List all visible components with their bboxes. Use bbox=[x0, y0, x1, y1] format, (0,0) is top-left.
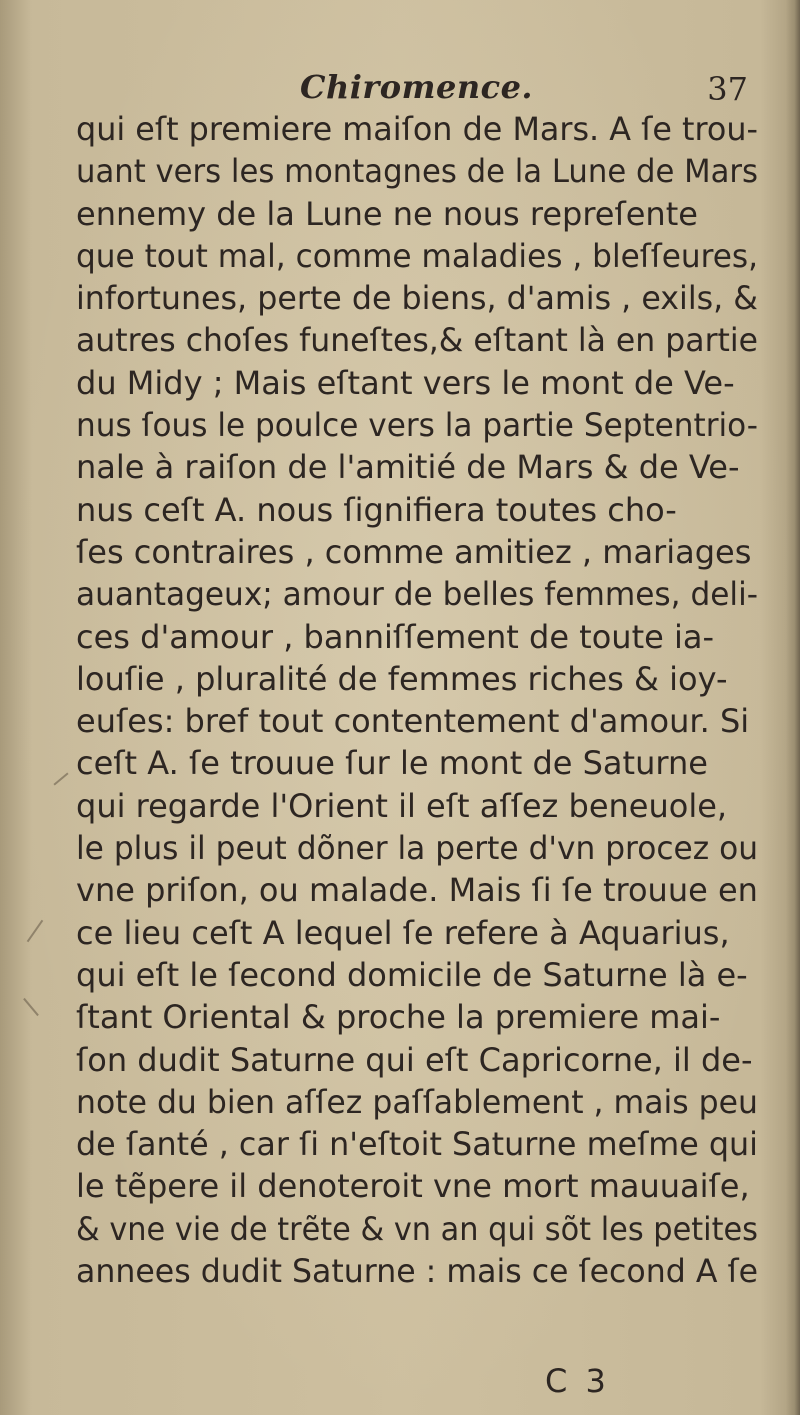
text-line: ſon dudit Saturne qui eſt Capricorne, il de- bbox=[76, 1040, 753, 1079]
page-number: 37 bbox=[707, 70, 748, 108]
text-line: nus ſous le poulce vers la partie Septentrio- bbox=[76, 406, 758, 445]
text-line: auantageux; amour de belles femmes, deli- bbox=[76, 575, 758, 614]
text-line: annees dudit Saturne : mais ce ſecond A ſe bbox=[76, 1252, 758, 1291]
margin-pencil-mark bbox=[53, 772, 68, 785]
text-line: le tẽpere il denoteroit vne mort mauuaiſe, bbox=[76, 1167, 750, 1206]
text-line: vne priſon, ou malade. Mais ſi ſe trouue en bbox=[76, 871, 758, 910]
text-line: qui eſt premiere maiſon de Mars. A ſe trou- bbox=[76, 110, 758, 148]
text-line: qui regarde l'Orient il eſt aſſez beneuole, bbox=[76, 786, 728, 825]
text-line: infortunes, perte de biens, d'amis , exils, & bbox=[76, 279, 758, 318]
margin-pencil-mark bbox=[27, 920, 44, 942]
text-line: note du bien aſſez paſſablement , mais peu bbox=[76, 1082, 758, 1121]
running-title: Chiromence. bbox=[300, 68, 534, 106]
text-line: louſie , pluralité de femmes riches & ioy- bbox=[76, 659, 728, 698]
text-line: autres choſes funeſtes,& eſtant là en partie bbox=[76, 321, 758, 360]
page-edge-shadow bbox=[786, 0, 800, 1415]
text-line: ce lieu ceſt A lequel ſe refere à Aquarius, bbox=[76, 913, 730, 952]
text-line: nus ceſt A. nous ſignifiera toutes cho- bbox=[76, 490, 677, 529]
text-line: le plus il peut dõner la perte d'vn procez ou bbox=[76, 829, 758, 868]
text-line: du Midy ; Mais eſtant vers le mont de Ve- bbox=[76, 363, 735, 402]
text-line: que tout mal, comme maladies , bleſſeures, bbox=[76, 236, 758, 275]
text-line: ceſt A. ſe trouue ſur le mont de Saturne bbox=[76, 744, 708, 783]
text-line: de ſanté , car ſi n'eſtoit Saturne meſme qui bbox=[76, 1125, 758, 1164]
text-line: euſes: bref tout contentement d'amour. Si bbox=[76, 702, 750, 741]
margin-pencil-mark bbox=[23, 998, 39, 1016]
body-text bbox=[76, 108, 758, 1292]
text-line: nale à raiſon de l'amitié de Mars & de Ve- bbox=[76, 448, 740, 487]
text-line: ces d'amour , banniſſement de toute ia- bbox=[76, 617, 715, 656]
text-line: uant vers les montagnes de la Lune de Mars bbox=[76, 152, 758, 191]
text-line: & vne vie de trẽte & vn an qui sõt les petites bbox=[76, 1209, 758, 1248]
text-line: ennemy de la Lune ne nous repreſente bbox=[76, 194, 698, 233]
text-line: qui eſt le ſecond domicile de Saturne là e- bbox=[76, 955, 748, 994]
text-line: ſtant Oriental & proche la premiere mai- bbox=[76, 998, 721, 1037]
signature-mark: C 3 bbox=[545, 1362, 610, 1400]
text-line: ſes contraires , comme amitiez , mariages bbox=[76, 532, 752, 571]
